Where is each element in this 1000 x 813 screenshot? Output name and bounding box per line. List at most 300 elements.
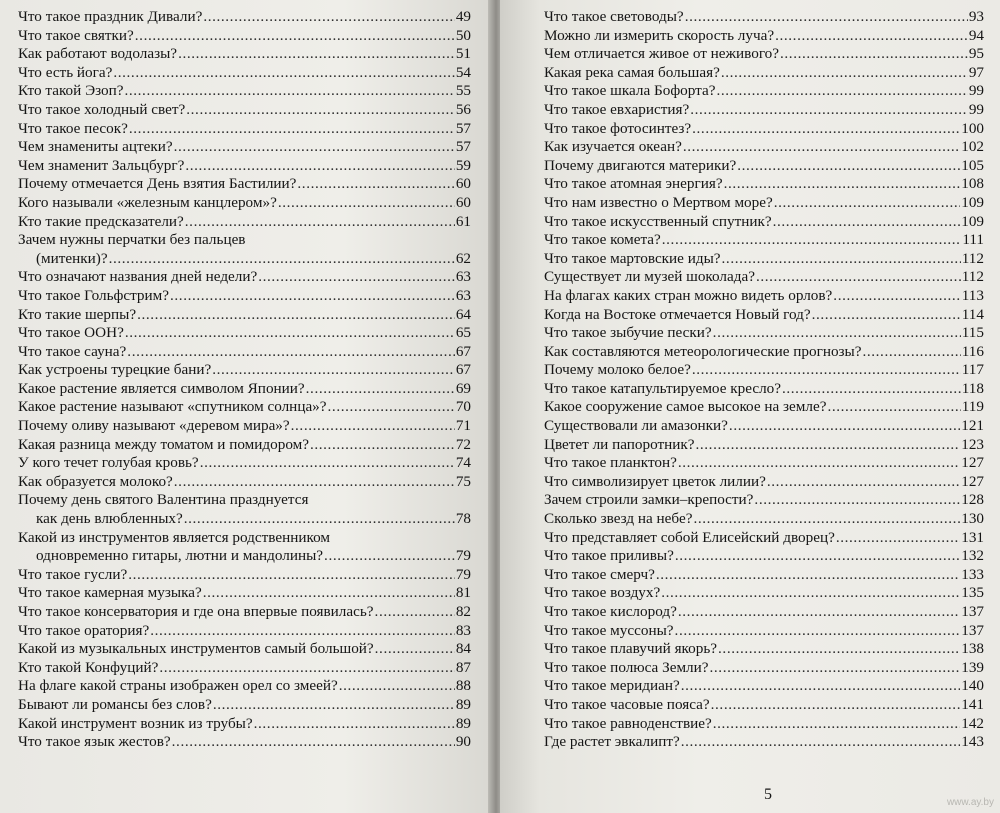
- toc-leader-dots: [375, 640, 455, 659]
- toc-entry-page: 135: [961, 584, 984, 602]
- toc-entry-page: 133: [961, 565, 984, 583]
- toc-entry-title: Почему отмечается День взятия Бастилии?: [18, 175, 297, 193]
- toc-leader-dots: [722, 250, 961, 269]
- toc-entry-title: Что такое оратория?: [18, 621, 150, 639]
- toc-entry: [18, 380, 471, 399]
- toc-entry-page: 63: [455, 286, 471, 304]
- toc-entry-page: 88: [455, 677, 471, 695]
- toc-entry-line: [18, 194, 471, 213]
- toc-leader-dots: [662, 231, 962, 250]
- toc-entry-line: [18, 529, 471, 548]
- toc-entry-line: [18, 584, 471, 603]
- toc-entry-page: 108: [961, 175, 984, 193]
- toc-entry: [544, 473, 984, 492]
- toc-entry: [544, 566, 984, 585]
- toc-entry-page: 138: [961, 640, 984, 658]
- toc-entry-page: 78: [455, 510, 471, 528]
- toc-entry-page: 139: [961, 658, 984, 676]
- toc-entry-line: [18, 696, 471, 715]
- toc-entry-title: Что такое муссоны?: [544, 621, 674, 639]
- toc-entry: [18, 64, 471, 83]
- toc-entry: [18, 231, 471, 268]
- toc-leader-dots: [212, 361, 455, 380]
- toc-entry-line: [544, 622, 984, 641]
- toc-entry-title: Что такое воздух?: [544, 584, 661, 602]
- toc-entry: [18, 603, 471, 622]
- toc-leader-dots: [125, 324, 455, 343]
- toc-entry-page: 102: [961, 138, 984, 156]
- toc-entry-line: [18, 622, 471, 641]
- toc-entry-page: 97: [968, 63, 984, 81]
- toc-entry-page: 61: [455, 212, 471, 230]
- toc-entry-line: [544, 640, 984, 659]
- toc-entry-line: [18, 231, 471, 250]
- toc-entry-page: 116: [961, 342, 984, 360]
- toc-entry: [18, 733, 471, 752]
- toc-entry-page: 74: [455, 454, 471, 472]
- toc-entry: [18, 45, 471, 64]
- toc-entry-line: [18, 603, 471, 622]
- toc-entry-title: Какой инструмент возник из трубы?: [18, 714, 253, 732]
- toc-entry-title: Какой из музыкальных инструментов самый большой?: [18, 640, 374, 658]
- toc-entry-line: [544, 529, 984, 548]
- toc-leader-dots: [128, 566, 455, 585]
- toc-entry-title: Что такое песок?: [18, 119, 128, 137]
- toc-entry-page: 72: [455, 435, 471, 453]
- toc-entry-title: Что такое плавучий якорь?: [544, 640, 718, 658]
- toc-entry-title: Что такое ООН?: [18, 324, 124, 342]
- toc-entry: [18, 436, 471, 455]
- toc-entry-title: Кто такой Конфуций?: [18, 658, 159, 676]
- toc-entry: [18, 473, 471, 492]
- toc-entry: [18, 417, 471, 436]
- toc-entry-line: [544, 510, 984, 529]
- toc-leader-dots: [774, 194, 960, 213]
- toc-leader-dots: [129, 120, 455, 139]
- toc-entry-page: 93: [968, 8, 984, 25]
- toc-leader-dots: [375, 603, 455, 622]
- toc-entry-title: Зачем нужны перчатки без пальцев: [18, 231, 246, 249]
- toc-leader-dots: [258, 268, 455, 287]
- toc-entry-line: [18, 138, 471, 157]
- toc-entry-title: как день влюбленных?: [36, 510, 183, 528]
- toc-entry: [544, 231, 984, 250]
- toc-leader-dots: [184, 510, 455, 529]
- left-page: [0, 0, 492, 813]
- toc-entry-line: [544, 361, 984, 380]
- toc-entry-line: [18, 45, 471, 64]
- toc-entry-line: [544, 250, 984, 269]
- toc-entry-page: 117: [961, 361, 984, 379]
- toc-entry: [544, 398, 984, 417]
- toc-entry-line: [18, 175, 471, 194]
- toc-entry-title: У кого течет голубая кровь?: [18, 454, 199, 472]
- toc-leader-dots: [812, 306, 961, 325]
- toc-entry-line: [544, 417, 984, 436]
- toc-leader-dots: [185, 213, 455, 232]
- toc-entry-line: [18, 101, 471, 120]
- toc-entry-page: 99: [968, 82, 984, 100]
- toc-entry-title: одновременно гитары, лютни и мандолины?: [36, 547, 324, 565]
- toc-entry-line: [544, 64, 984, 83]
- toc-entry-title: Какое сооружение самое высокое на земле?: [544, 398, 827, 416]
- toc-leader-dots: [690, 101, 968, 120]
- toc-entry-line: [544, 82, 984, 101]
- toc-entry-title: Почему двигаются материки?: [544, 156, 737, 174]
- toc-entry-title: Можно ли измерить скорость луча?: [544, 26, 775, 44]
- toc-entry-title: Что нам известно о Мертвом море?: [544, 193, 773, 211]
- toc-entry-line: [18, 27, 471, 46]
- toc-entry-page: 142: [961, 714, 984, 732]
- toc-entry-line: [18, 8, 471, 27]
- toc-entry: [544, 361, 984, 380]
- toc-entry-page: 49: [455, 8, 471, 25]
- page-number: 5: [764, 786, 772, 803]
- toc-entry: [544, 194, 984, 213]
- toc-entry-page: 82: [455, 603, 471, 620]
- toc-leader-dots: [185, 157, 454, 176]
- toc-entry-line: [18, 547, 471, 566]
- toc-entry-page: 127: [961, 454, 984, 472]
- toc-entry-title: Почему день святого Валентина празднуется: [18, 491, 309, 509]
- toc-entry-line: [544, 213, 984, 232]
- toc-entry-title: Где растет эвкалипт?: [544, 733, 680, 751]
- toc-entry: [18, 584, 471, 603]
- toc-entry-page: 79: [455, 565, 471, 583]
- toc-leader-dots: [254, 715, 455, 734]
- toc-entry-line: [18, 82, 471, 101]
- toc-entry-line: [18, 473, 471, 492]
- toc-entry-line: [18, 659, 471, 678]
- toc-entry-page: 114: [961, 305, 984, 323]
- toc-entry-line: [18, 157, 471, 176]
- toc-entry-title: Кто такие шерпы?: [18, 305, 137, 323]
- toc-leader-dots: [827, 398, 960, 417]
- toc-entry: [544, 436, 984, 455]
- toc-entry: [18, 8, 471, 27]
- toc-entry-line: [544, 175, 984, 194]
- toc-entry-title: На флаге какой страны изображен орел со змеей?: [18, 677, 338, 695]
- toc-leader-dots: [683, 138, 960, 157]
- toc-entry: [18, 306, 471, 325]
- toc-entry-title: Кто такие предсказатели?: [18, 212, 184, 230]
- toc-entry-line: [544, 696, 984, 715]
- toc-leader-dots: [710, 659, 961, 678]
- toc-entry-page: 71: [455, 417, 471, 435]
- toc-entry-title: Что такое смерч?: [544, 565, 655, 583]
- toc-entry-page: 56: [455, 100, 471, 118]
- toc-entry: [544, 454, 984, 473]
- toc-entry: [18, 27, 471, 46]
- toc-entry: [544, 157, 984, 176]
- toc-entry: [544, 250, 984, 269]
- toc-leader-dots: [291, 417, 455, 436]
- toc-entry-title: Зачем строили замки–крепости?: [544, 491, 754, 509]
- toc-leader-dots: [113, 64, 454, 83]
- toc-leader-dots: [775, 27, 968, 46]
- toc-entry: [18, 677, 471, 696]
- toc-entry-page: 112: [961, 249, 984, 267]
- toc-leader-dots: [833, 287, 960, 306]
- toc-leader-dots: [675, 547, 960, 566]
- toc-entry: [18, 101, 471, 120]
- toc-entry-line: [544, 268, 984, 287]
- toc-entry-page: 112: [961, 268, 984, 286]
- toc-leader-dots: [721, 64, 968, 83]
- toc-entry-title: Какое растение является символом Японии?: [18, 379, 305, 397]
- toc-leader-dots: [203, 8, 455, 27]
- toc-entry: [544, 417, 984, 436]
- toc-entry-title: Цветет ли папоротник?: [544, 435, 695, 453]
- toc-entry-line: [18, 640, 471, 659]
- toc-entry-title: Что такое фотосинтез?: [544, 119, 692, 137]
- toc-entry-line: [544, 194, 984, 213]
- toc-leader-dots: [696, 436, 961, 455]
- toc-entry: [18, 715, 471, 734]
- toc-entry-title: Как работают водолазы?: [18, 45, 178, 63]
- toc-leader-dots: [685, 8, 968, 27]
- toc-entry-title: Как образуется молоко?: [18, 472, 173, 490]
- toc-entry-page: 99: [968, 100, 984, 118]
- toc-leader-dots: [213, 696, 455, 715]
- toc-leader-dots: [339, 677, 455, 696]
- toc-entry-page: 118: [961, 379, 984, 397]
- toc-entry-line: [544, 566, 984, 585]
- toc-leader-dots: [729, 417, 960, 436]
- toc-entry-title: Что такое кислород?: [544, 603, 677, 620]
- toc-leader-dots: [773, 213, 961, 232]
- toc-entry-page: 137: [961, 621, 984, 639]
- toc-entry-title: Что такое шкала Бофорта?: [544, 82, 716, 100]
- toc-entry-title: Существовали ли амазонки?: [544, 417, 728, 435]
- toc-entry-page: 69: [455, 379, 471, 397]
- toc-entry: [18, 120, 471, 139]
- toc-entry-title: Что такое комета?: [544, 231, 661, 249]
- toc-leader-dots: [174, 473, 455, 492]
- toc-entry: [544, 380, 984, 399]
- watermark: www.ay.by: [946, 797, 994, 808]
- toc-leader-dots: [127, 343, 455, 362]
- toc-entry-title: Что означают названия дней недели?: [18, 268, 258, 286]
- toc-entry-page: 89: [455, 714, 471, 732]
- toc-leader-dots: [681, 733, 961, 752]
- toc-entry-page: 59: [455, 156, 471, 174]
- toc-entry-page: 81: [455, 584, 471, 602]
- toc-leader-dots: [692, 120, 960, 139]
- toc-leader-dots: [692, 361, 961, 380]
- toc-leader-dots: [681, 677, 960, 696]
- toc-entry-page: 54: [455, 63, 471, 81]
- toc-entry: [18, 213, 471, 232]
- toc-entry-line: [544, 120, 984, 139]
- toc-entry-page: 109: [961, 212, 984, 230]
- toc-entry-title: Что такое консерватория и где она впервые появилась?: [18, 603, 374, 620]
- toc-entry-title: Что такое язык жестов?: [18, 733, 171, 751]
- toc-list-left: [18, 8, 471, 752]
- toc-leader-dots: [137, 306, 455, 325]
- toc-entry-title: Что такое равноденствие?: [544, 714, 712, 732]
- toc-entry-title: Что такое световоды?: [544, 8, 684, 25]
- toc-entry-line: [544, 45, 984, 64]
- toc-entry-page: 50: [455, 26, 471, 44]
- toc-entry-line: [544, 287, 984, 306]
- toc-entry: [18, 287, 471, 306]
- toc-entry: [544, 343, 984, 362]
- toc-entry-title: Как составляются метеорологические прогнозы?: [544, 342, 862, 360]
- toc-entry-line: [544, 473, 984, 492]
- toc-entry: [18, 268, 471, 287]
- toc-entry: [544, 45, 984, 64]
- toc-entry-page: 83: [455, 621, 471, 639]
- toc-entry-line: [544, 343, 984, 362]
- toc-entry-page: 63: [455, 268, 471, 286]
- toc-entry-line: [544, 659, 984, 678]
- toc-entry: [544, 659, 984, 678]
- toc-leader-dots: [297, 175, 454, 194]
- toc-leader-dots: [754, 491, 960, 510]
- toc-entry-line: [544, 27, 984, 46]
- toc-leader-dots: [862, 343, 960, 362]
- right-page: [500, 0, 1000, 813]
- toc-entry: [18, 175, 471, 194]
- toc-entry-line: [544, 436, 984, 455]
- toc-entry-title: Что такое гусли?: [18, 565, 128, 583]
- toc-entry-line: [18, 287, 471, 306]
- toc-entry-line: [544, 101, 984, 120]
- toc-entry-line: [18, 306, 471, 325]
- toc-entry: [544, 287, 984, 306]
- toc-entry-line: [18, 398, 471, 417]
- toc-entry-page: 94: [968, 26, 984, 44]
- toc-entry-line: [544, 491, 984, 510]
- toc-leader-dots: [678, 603, 960, 622]
- toc-leader-dots: [661, 584, 960, 603]
- toc-entry: [18, 696, 471, 715]
- toc-entry-line: [544, 677, 984, 696]
- toc-entry-line: [18, 566, 471, 585]
- toc-entry-page: 62: [455, 249, 471, 267]
- toc-entry-title: Что такое евхаристия?: [544, 100, 690, 118]
- toc-entry: [18, 194, 471, 213]
- toc-leader-dots: [109, 250, 455, 269]
- toc-entry-line: [544, 398, 984, 417]
- toc-entry-title: Кого называли «железным канцлером»?: [18, 193, 277, 211]
- toc-entry: [544, 101, 984, 120]
- toc-entry-page: 67: [455, 361, 471, 379]
- toc-leader-dots: [756, 268, 961, 287]
- toc-leader-dots: [780, 45, 968, 64]
- toc-entry-title: Что такое приливы?: [544, 547, 674, 565]
- toc-entry-title: На флагах каких стран можно видеть орлов?: [544, 286, 833, 304]
- toc-entry-page: 64: [455, 305, 471, 323]
- toc-entry-page: 119: [961, 398, 984, 416]
- toc-entry: [18, 82, 471, 101]
- toc-entry-page: 115: [961, 324, 984, 342]
- toc-entry-line: [544, 324, 984, 343]
- toc-entry: [18, 138, 471, 157]
- toc-entry-title: Почему молоко белое?: [544, 361, 691, 379]
- toc-leader-dots: [178, 45, 455, 64]
- toc-leader-dots: [724, 175, 961, 194]
- toc-entry-title: Что такое часовые пояса?: [544, 695, 710, 713]
- toc-leader-dots: [675, 622, 961, 641]
- toc-entry-line: [18, 380, 471, 399]
- toc-entry: [544, 547, 984, 566]
- toc-entry-title: Какая река самая большая?: [544, 63, 720, 81]
- toc-leader-dots: [711, 696, 961, 715]
- toc-entry-line: [18, 343, 471, 362]
- toc-entry-title: Как изучается океан?: [544, 138, 682, 156]
- toc-entry-page: 70: [455, 398, 471, 416]
- toc-entry-line: [18, 250, 471, 269]
- toc-leader-dots: [713, 715, 960, 734]
- toc-leader-dots: [150, 622, 455, 641]
- toc-entry-title: Какая разница между томатом и помидором?: [18, 435, 309, 453]
- toc-entry-title: Что такое атомная энергия?: [544, 175, 723, 193]
- toc-entry: [18, 157, 471, 176]
- toc-entry-title: Что такое камерная музыка?: [18, 584, 202, 602]
- toc-entry: [544, 491, 984, 510]
- toc-leader-dots: [782, 380, 961, 399]
- toc-entry-page: 123: [961, 435, 984, 453]
- toc-entry: [18, 622, 471, 641]
- toc-entry: [544, 306, 984, 325]
- toc-leader-dots: [324, 547, 455, 566]
- toc-entry-title: Бывают ли романсы без слов?: [18, 695, 212, 713]
- toc-entry: [18, 529, 471, 566]
- toc-entry-line: [544, 380, 984, 399]
- toc-entry-line: [544, 715, 984, 734]
- toc-entry-page: 131: [961, 528, 984, 546]
- toc-entry-page: 79: [455, 547, 471, 565]
- toc-entry: [544, 27, 984, 46]
- toc-entry-title: Что такое планктон?: [544, 454, 677, 472]
- toc-entry-page: 109: [961, 193, 984, 211]
- toc-leader-dots: [656, 566, 960, 585]
- toc-entry-line: [18, 213, 471, 232]
- toc-entry-page: 140: [961, 677, 984, 695]
- toc-entry-page: 65: [455, 324, 471, 342]
- toc-entry-line: [18, 677, 471, 696]
- toc-leader-dots: [310, 436, 455, 455]
- toc-entry-page: 84: [455, 640, 471, 658]
- toc-entry-line: [18, 491, 471, 510]
- toc-entry-title: Чем знаменит Зальцбург?: [18, 156, 185, 174]
- toc-entry-line: [18, 324, 471, 343]
- toc-entry: [18, 343, 471, 362]
- toc-entry: [544, 715, 984, 734]
- toc-entry-page: 143: [961, 733, 984, 751]
- toc-entry-page: 57: [455, 138, 471, 156]
- toc-leader-dots: [678, 454, 960, 473]
- toc-entry-line: [544, 138, 984, 157]
- toc-entry-title: Что такое полюса Земли?: [544, 658, 709, 676]
- toc-entry-title: Что такое святки?: [18, 26, 134, 44]
- toc-entry-line: [18, 268, 471, 287]
- toc-leader-dots: [124, 82, 454, 101]
- toc-entry: [544, 510, 984, 529]
- toc-entry-line: [544, 584, 984, 603]
- toc-entry: [544, 120, 984, 139]
- toc-entry-title: Что такое сауна?: [18, 342, 127, 360]
- toc-entry-line: [18, 510, 471, 529]
- toc-entry: [544, 622, 984, 641]
- toc-entry-title: Чем отличается живое от неживого?: [544, 45, 780, 63]
- toc-entry-title: Что такое искусственный спутник?: [544, 212, 772, 230]
- toc-leader-dots: [135, 27, 455, 46]
- toc-leader-dots: [713, 324, 961, 343]
- toc-entry-page: 105: [961, 156, 984, 174]
